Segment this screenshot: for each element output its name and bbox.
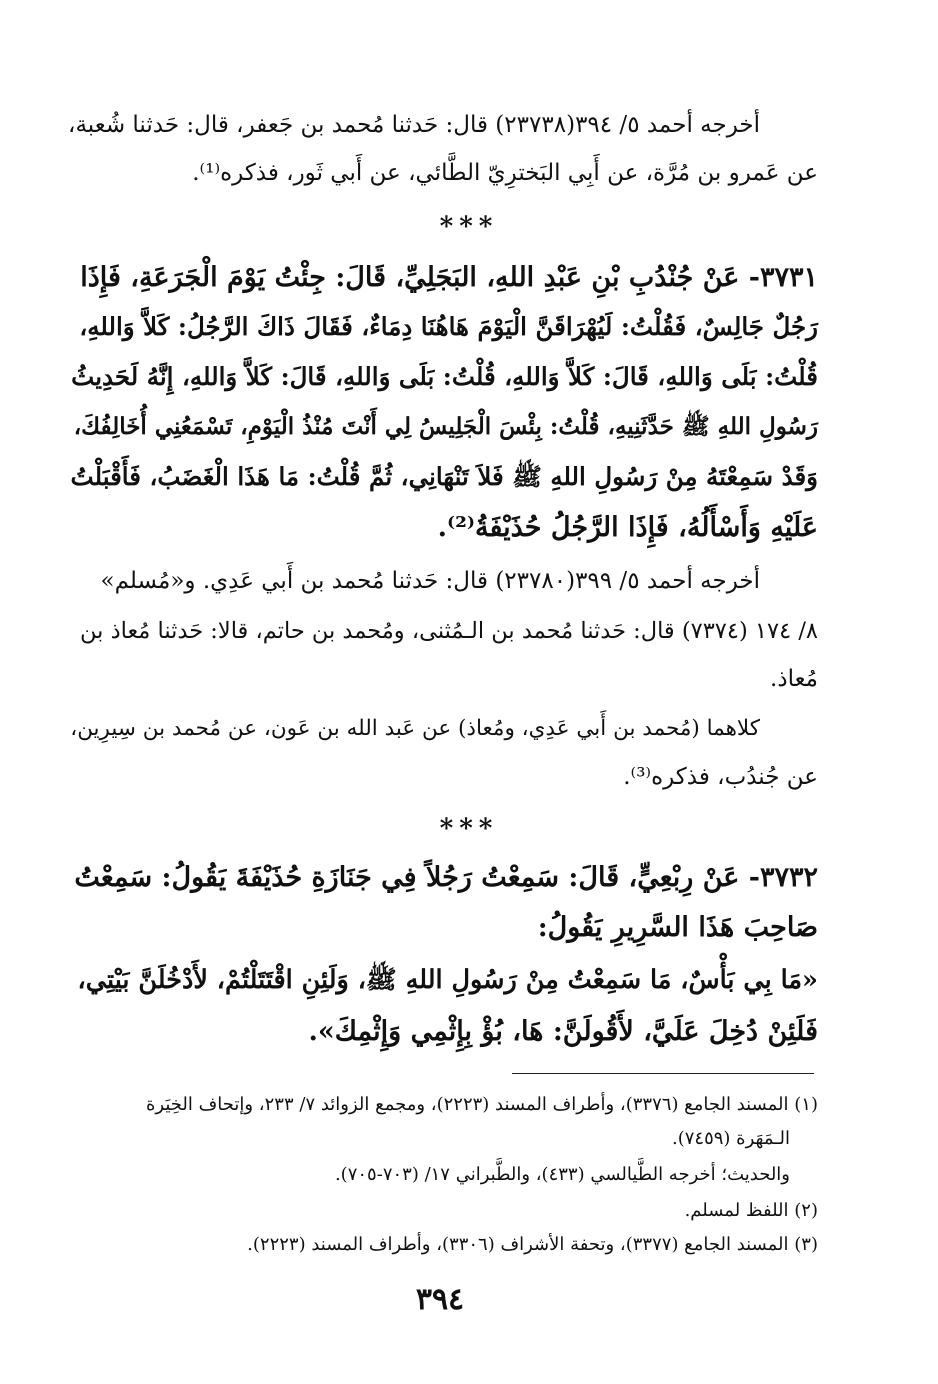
footnote-3: (٣) المسند الجامع (٣٣٧٧)، وتحفة الأشراف (٣٣٠٦)، وأطراف المسند (٢٢٢٣).: [247, 1234, 818, 1255]
text-line: عَلَيْهِ وَأَسْأَلُهُ، فَإِذَا الرَّجُلُ حُذَيْفَةُ⁽²⁾.: [437, 512, 818, 543]
footnote-1-extra: والحديث؛ أخرجه الطَّيالسي (٤٣٣)، والطَّبراني ١٧/ (٧٠٣-٧٠٥).: [334, 1164, 790, 1185]
text-line: ٣٧٣١- عَنْ جُنْدُبِ بْنِ عَبْدِ اللهِ، البَجَلِيِّ، قَالَ: جِئْتُ يَوْمَ الْجَرَعَةِ، فَإِذَا: [80, 262, 818, 293]
text-line: رَسُولِ اللهِ ﷺ حَدَّثَنِيهِ، قُلْتُ: بِئْسَ الْجَلِيسُ لِي أَنْتَ مُنْذُ الْيَوْمِ، تَسْمَعُنِي أُخَالِفُكَ،: [73, 413, 818, 440]
section-separator: ***: [439, 212, 499, 242]
text-line: عن جُندُب، فذكره⁽³⁾.: [623, 764, 818, 790]
text-line: مُعاذ.: [770, 666, 818, 692]
text-line: عن عَمرو بن مُرَّة، عن أَبِي البَخترِيّ الطَّائي، عن أَبي ثَور، فذكره⁽¹⁾.: [192, 160, 818, 186]
footnote-1: (١) المسند الجامع (٣٣٧٦)، وأطراف المسند (٢٢٢٣)، ومجمع الزوائد ٧/ ٢٣٣، وإتحاف الخِيَرة: [146, 1094, 818, 1115]
text-line: ٨/ ١٧٤ (٧٣٧٤) قال: حَدثنا مُحمد بن الـمُثنى، ومُحمد بن حاتم، قالا: حَدثنا مُعاذ بن: [80, 618, 818, 644]
text-line: «مَا بِي بَأْسٌ، مَا سَمِعْتُ مِنْ رَسُولِ اللهِ ﷺ، وَلَئِنِ اقْتَتَلْتُمْ، لأَدْخُلَنَّ بَيْتِي،: [77, 965, 818, 995]
footnote-divider: [512, 1073, 814, 1074]
footnote-2: (٢) اللفظ لمسلم.: [684, 1200, 818, 1221]
footnote-1-cont: الـمَهَرة (٧٤٥٩).: [672, 1128, 790, 1149]
text-line: وَقَدْ سَمِعْتَهُ مِنْ رَسُولِ اللهِ ﷺ فَلاَ تَنْهَانِي، ثُمَّ قُلْتُ: مَا هَذَا الْغَضَبُ، فَأَقْبَلْتُ: [70, 462, 818, 491]
text-line: صَاحِبَ هَذَا السَّرِيرِ يَقُولُ:: [537, 912, 818, 943]
text-line: ٣٧٣٢- عَنْ رِبْعِيٍّ، قَالَ: سَمِعْتُ رَجُلاً فِي جَنَازَةِ حُذَيْفَةَ يَقُولُ: سَمِعْتُ: [74, 862, 818, 893]
page-number: ٣٩٤: [415, 1282, 465, 1317]
text-line: أخرجه أحمد ٥/ ٣٩٤(٢٣٧٣٨) قال: حَدثنا مُحمد بن جَعفر، قال: حَدثنا شُعبة،: [68, 112, 760, 138]
text-line: كلاهما (مُحمد بن أَبي عَدِي، ومُعاذ) عن عَبد الله بن عَون، عن مُحمد بن سِيرِين،: [70, 716, 760, 741]
text-line: فَلَئِنْ دُخِلَ عَلَيَّ، لأَقُولَنَّ: هَا، بُؤْ بِإِثْمِي وَإِثْمِكَ».: [308, 1016, 818, 1047]
section-separator: ***: [439, 814, 499, 844]
text-line: قُلْتُ: بَلَى وَاللهِ، قَالَ: كَلاَّ وَاللهِ، قُلْتُ: بَلَى وَاللهِ، قَالَ: كَلاَّ وَاللهِ، إِنَّهُ لَحَدِيثُ: [71, 362, 818, 391]
text-line: رَجُلٌ جَالِسٌ، فَقُلْتُ: لَيُهْرَاقَنَّ الْيَوْمَ هَاهُنَا دِمَاءٌ، فَقَالَ ذَاكَ الرَّجُلُ: كَلاَّ وَاللهِ،: [79, 312, 818, 341]
text-line: أخرجه أحمد ٥/ ٣٩٩(٢٣٧٨٠) قال: حَدثنا مُحمد بن أَبي عَدِي. و«مُسلم»: [100, 568, 760, 594]
